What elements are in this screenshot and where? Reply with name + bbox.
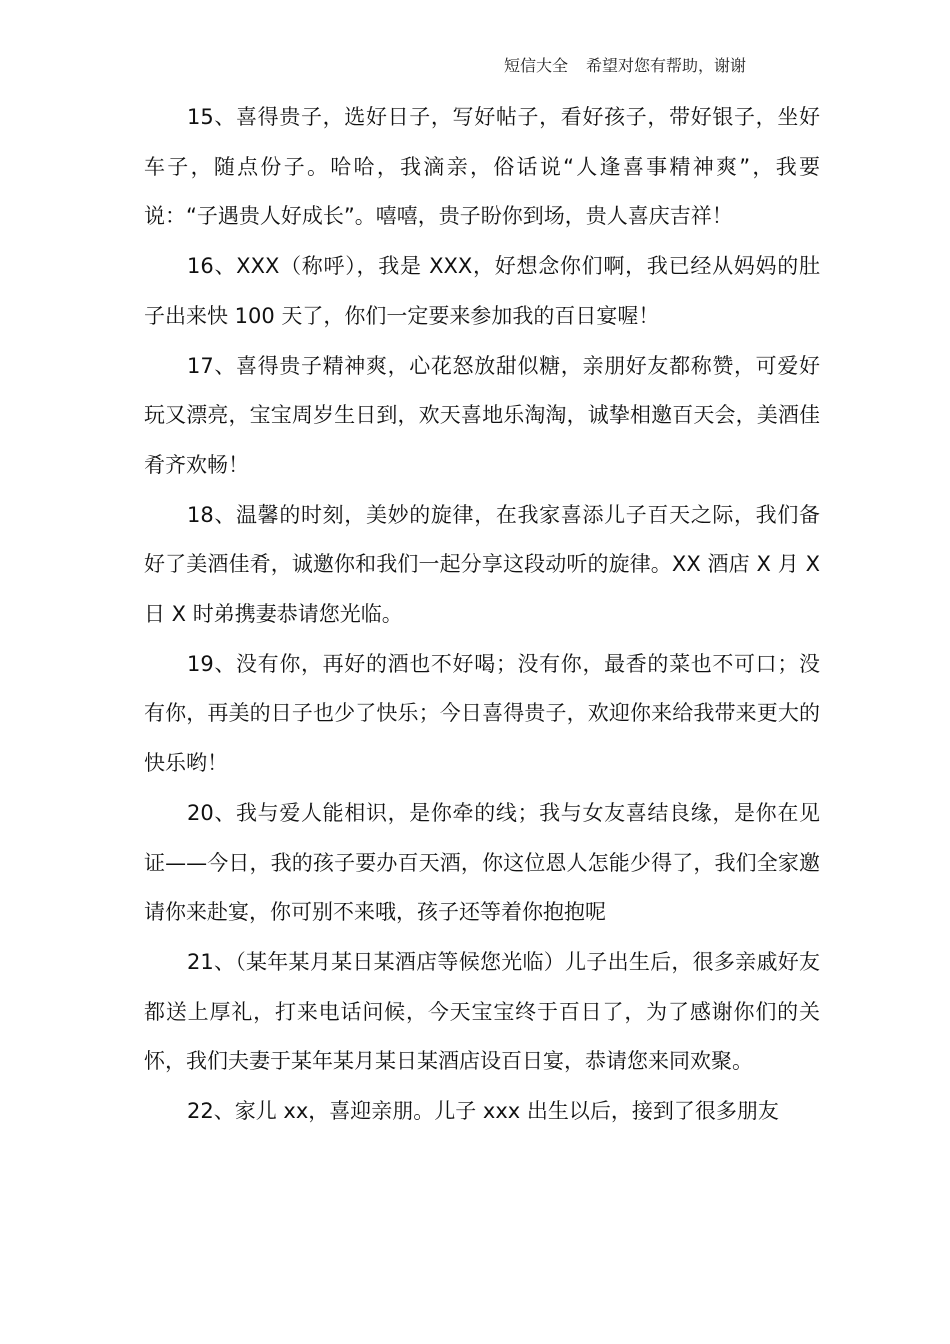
page-header bbox=[504, 54, 904, 78]
header-site-name: 短信大全 bbox=[504, 56, 569, 75]
document-body bbox=[144, 93, 820, 1137]
paragraph-21: 21、（某年某月某日某酒店等候您光临）儿子出生后，很多亲戚好友都送上厚礼，打来电话问候，今天宝宝终于百日了，为了感谢你们的关怀，我们夫妻于某年某月某日某酒店设百日宴，恭请您来同欢聚。 bbox=[144, 949, 820, 1074]
paragraph-16: 16、XXX（称呼），我是 XXX，好想念你们啊，我已经从妈妈的肚子出来快 100 天了，你们一定要来参加我的百日宴喔！ bbox=[144, 254, 820, 328]
paragraph-19: 19、没有你，再好的酒也不好喝；没有你，最香的菜也不可口；没有你，再美的日子也少了快乐；今日喜得贵子，欢迎你来给我带来更大的快乐哟！ bbox=[144, 651, 820, 776]
paragraph-18: 18、温馨的时刻，美妙的旋律，在我家喜添儿子百天之际，我们备好了美酒佳肴，诚邀你和我们一起分享这段动听的旋律。XX 酒店 X 月 X 日 X 时弟携妻恭请您光临。 bbox=[144, 502, 820, 627]
paragraph-22: 22、家儿 xx，喜迎亲朋。儿子 xxx 出生以后，接到了很多朋友 bbox=[187, 1099, 779, 1124]
paragraph-20: 20、我与爱人能相识，是你牵的线；我与女友喜结良缘，是你在见证——今日，我的孩子要办百天酒，你这位恩人怎能少得了，我们全家邀请你来赴宴，你可别不来哦，孩子还等着你抱抱呢 bbox=[144, 800, 820, 925]
paragraph-15: 15、喜得贵子，选好日子，写好帖子，看好孩子，带好银子，坐好车子，随点份子。哈哈，我滴亲，俗话说“人逢喜事精神爽”，我要说：“子遇贵人好成长”。嘻嘻，贵子盼你到场，贵人喜庆吉祥！ bbox=[144, 105, 820, 229]
header-tagline: 希望对您有帮助，谢谢 bbox=[586, 56, 747, 75]
paragraph-17: 17、喜得贵子精神爽，心花怒放甜似糖，亲朋好友都称赞，可爱好玩又漂亮，宝宝周岁生日到，欢天喜地乐淘淘，诚挚相邀百天会，美酒佳肴齐欢畅！ bbox=[144, 353, 820, 477]
